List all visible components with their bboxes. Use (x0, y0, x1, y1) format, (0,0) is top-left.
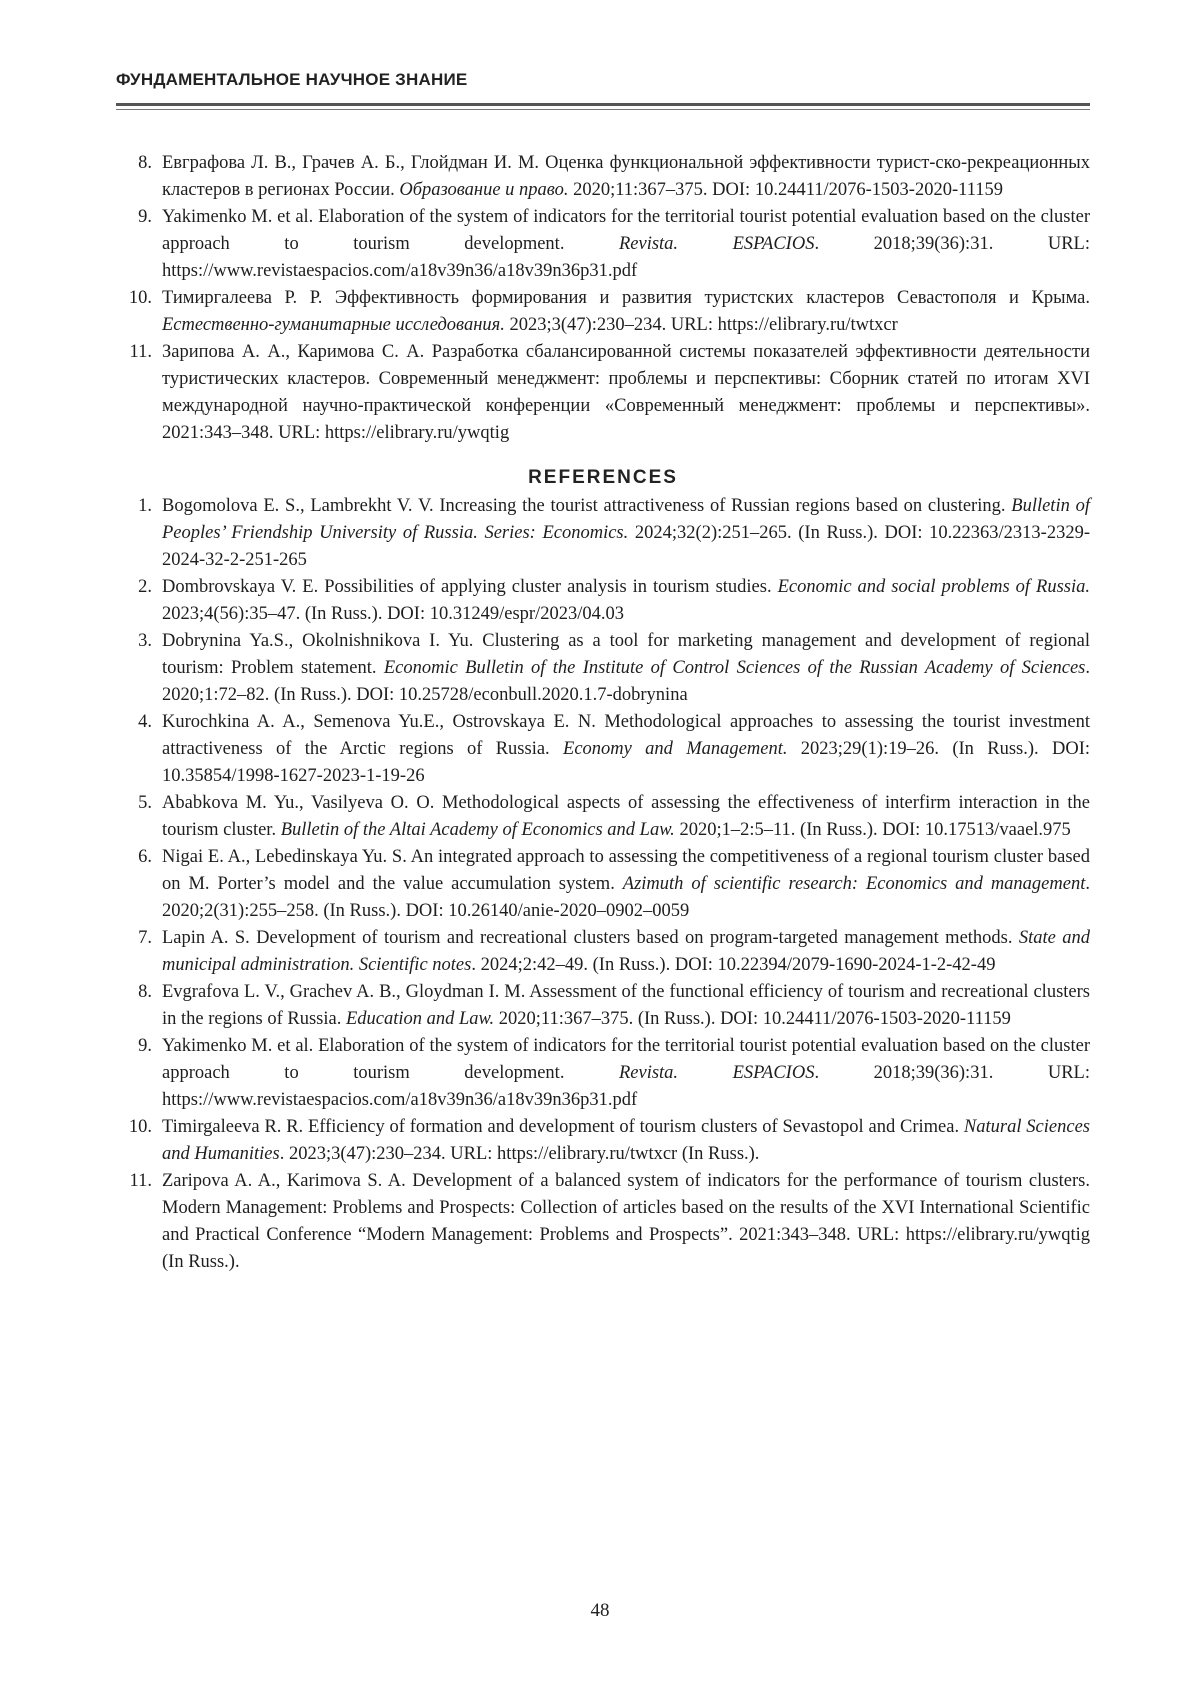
running-title: ФУНДАМЕНТАЛЬНОЕ НАУЧНОЕ ЗНАНИЕ (116, 70, 468, 89)
reference-source-title: Natural Sciences and Humanities (162, 1117, 1090, 1164)
reference-source-title: Естественно-гуманитарные исследования. (162, 315, 505, 335)
reference-item (116, 204, 1090, 285)
reference-source-title: Revista. ESPACIOS (618, 1063, 815, 1083)
reference-text: Евграфова Л. В., Грачев А. Б., Глойдман И. М. Оценка функциональной эффективности турист-ско-рекреационных кластеров в регионах России. (162, 153, 1090, 200)
reference-number: 8. (138, 982, 152, 1002)
reference-number: 7. (138, 928, 152, 948)
reference-source-title: Education and Law. (345, 1009, 495, 1029)
reference-source-title: Bulletin of Peoples’ Friendship University of Russia. Series: Economics. (162, 496, 1090, 543)
reference-number: 9. (138, 1036, 152, 1056)
reference-source-title: State and municipal administration. Scientific notes (162, 928, 1090, 975)
reference-item (116, 844, 1090, 925)
reference-text: Zaripova A. A., Karimova S. A. Development of a balanced system of indicators for the performance of tourism clusters. Modern Management: Problems and Prospects: Collection of articles based on the results of the XVI International Scientific and Practical Conference “Modern Management: Problems and Prospects”. 2021:343–348. URL: https://elibrary.ru/ywqtig (In Russ.). (162, 1171, 1090, 1272)
reference-number: 5. (138, 793, 152, 813)
reference-item (116, 979, 1090, 1033)
reference-details: . 2020;1:72–82. (In Russ.). DOI: 10.25728/econbull.2020.1.7-dobrynina (162, 658, 1090, 705)
reference-source-title: Revista. ESPACIOS (618, 234, 815, 254)
reference-text: Ababkova M. Yu., Vasilyeva O. O. Methodological aspects of assessing the effectiveness of interfirm interaction in the tourism cluster. (162, 793, 1090, 840)
reference-number: 6. (138, 847, 152, 867)
reference-text: Kurochkina A. A., Semenova Yu.E., Ostrovskaya E. N. Methodological approaches to assessing the tourist investment attractiveness of the Arctic regions of Russia. (162, 712, 1090, 759)
reference-item (116, 709, 1090, 790)
reference-item (116, 1033, 1090, 1114)
reference-item (116, 150, 1090, 204)
reference-text: Timirgaleeva R. R. Efficiency of formation and development of tourism clusters of Sevastopol and Crimea. (162, 1117, 964, 1137)
reference-item (116, 285, 1090, 339)
reference-details: . 2020;2(31):255–258. (In Russ.). DOI: 10.26140/anie-2020–0902–0059 (162, 874, 1090, 921)
reference-number: 11. (129, 342, 152, 362)
reference-item (116, 925, 1090, 979)
reference-item (116, 339, 1090, 447)
reference-details: 2024;32(2):251–265. (In Russ.). DOI: 10.22363/2313-2329-2024-32-2-251-265 (162, 523, 1090, 570)
reference-item (116, 628, 1090, 709)
reference-text: Lapin A. S. Development of tourism and recreational clusters based on program-targeted management methods. (162, 928, 1019, 948)
reference-details: . 2018;39(36):31. URL: https://www.revistaespacios.com/a18v39n36/a18v39n36p31.pdf (162, 234, 1090, 281)
reference-details: 2020;11:367–375. DOI: 10.24411/2076-1503-2020-11159 (568, 180, 1004, 200)
references-heading: REFERENCES (528, 467, 678, 488)
reference-text: Dobrynina Ya.S., Okolnishnikova I. Yu. Clustering as a tool for marketing management and development of regional tourism: Problem statement. (162, 631, 1090, 678)
reference-details: . 2023;3(47):230–234. URL: https://elibrary.ru/twtxcr (In Russ.). (279, 1144, 760, 1164)
reference-text: Yakimenko M. et al. Elaboration of the system of indicators for the territorial tourist potential evaluation based on the cluster approach to tourism development. (162, 1036, 1090, 1083)
reference-item (116, 1168, 1090, 1276)
russian-reference-list (116, 150, 1090, 447)
header-rule-thin (116, 109, 1090, 110)
reference-text: Тимиргалеева Р. Р. Эффективность формирования и развития туристских кластеров Севастополя и Крыма. (162, 288, 1090, 308)
reference-number: 1. (138, 496, 152, 516)
reference-source-title: Economic Bulletin of the Institute of Control Sciences of the Russian Academy of Sciences (383, 658, 1086, 678)
reference-source-title: Bulletin of the Altai Academy of Economics and Law. (280, 820, 675, 840)
reference-item (116, 493, 1090, 574)
reference-text: Nigai E. A., Lebedinskaya Yu. S. An integrated approach to assessing the competitiveness of a regional tourism cluster based on M. Porter’s model and the value accumulation system. (162, 847, 1090, 894)
reference-number: 10. (128, 1117, 152, 1137)
reference-source-title: Azimuth of scientific research: Economics and management (622, 874, 1086, 894)
reference-item (116, 574, 1090, 628)
english-reference-list (116, 493, 1090, 1276)
reference-text: Bogomolova E. S., Lambrekht V. V. Increasing the tourist attractiveness of Russian regions based on clustering. (162, 496, 1012, 516)
reference-details: . 2024;2:42–49. (In Russ.). DOI: 10.22394/2079-1690-2024-1-2-42-49 (471, 955, 996, 975)
reference-text: Зарипова А. А., Каримова С. А. Разработка сбалансированной системы показателей эффективности деятельности туристических кластеров. Современный менеджмент: проблемы и перспективы: Сборник статей по итогам XVI международной научно-практической конференции «Современный менеджмент: проблемы и перспективы». 2021:343–348. URL: https://elibrary.ru/ywqtig (162, 342, 1090, 443)
reference-item (116, 1114, 1090, 1168)
reference-number: 10. (128, 288, 152, 308)
reference-text: Yakimenko M. et al. Elaboration of the system of indicators for the territorial tourist potential evaluation based on the cluster approach to tourism development. (162, 207, 1090, 254)
reference-details: 2023;3(47):230–234. URL: https://elibrary.ru/twtxcr (504, 315, 898, 335)
reference-details: . 2018;39(36):31. URL: https://www.revistaespacios.com/a18v39n36/a18v39n36p31.pdf (162, 1063, 1090, 1110)
reference-number: 11. (129, 1171, 152, 1191)
reference-number: 3. (138, 631, 152, 651)
reference-details: 2023;4(56):35–47. (In Russ.). DOI: 10.31249/espr/2023/04.03 (162, 604, 624, 624)
reference-number: 8. (138, 153, 152, 173)
header-rule-thick (116, 103, 1090, 106)
reference-text: Evgrafova L. V., Grachev A. B., Gloydman I. M. Assessment of the functional efficiency of tourism and recreational clusters in the regions of Russia. (162, 982, 1090, 1029)
reference-text: Dombrovskaya V. E. Possibilities of applying cluster analysis in tourism studies. (162, 577, 778, 597)
page-number: 48 (590, 1600, 610, 1621)
reference-source-title: Economy and Management. (563, 739, 788, 759)
reference-details: 2020;1–2:5–11. (In Russ.). DOI: 10.17513/vaael.975 (674, 820, 1071, 840)
reference-number: 4. (138, 712, 152, 732)
reference-number: 2. (138, 577, 152, 597)
reference-details: 2023;29(1):19–26. (In Russ.). DOI: 10.35854/1998-1627-2023-1-19-26 (162, 739, 1090, 786)
page-content (116, 150, 1090, 1276)
reference-number: 9. (138, 207, 152, 227)
reference-details: 2020;11:367–375. (In Russ.). DOI: 10.24411/2076-1503-2020-11159 (494, 1009, 1011, 1029)
reference-source-title: Economic and social problems of Russia. (777, 577, 1090, 597)
reference-item (116, 790, 1090, 844)
reference-source-title: Образование и право. (399, 180, 569, 200)
